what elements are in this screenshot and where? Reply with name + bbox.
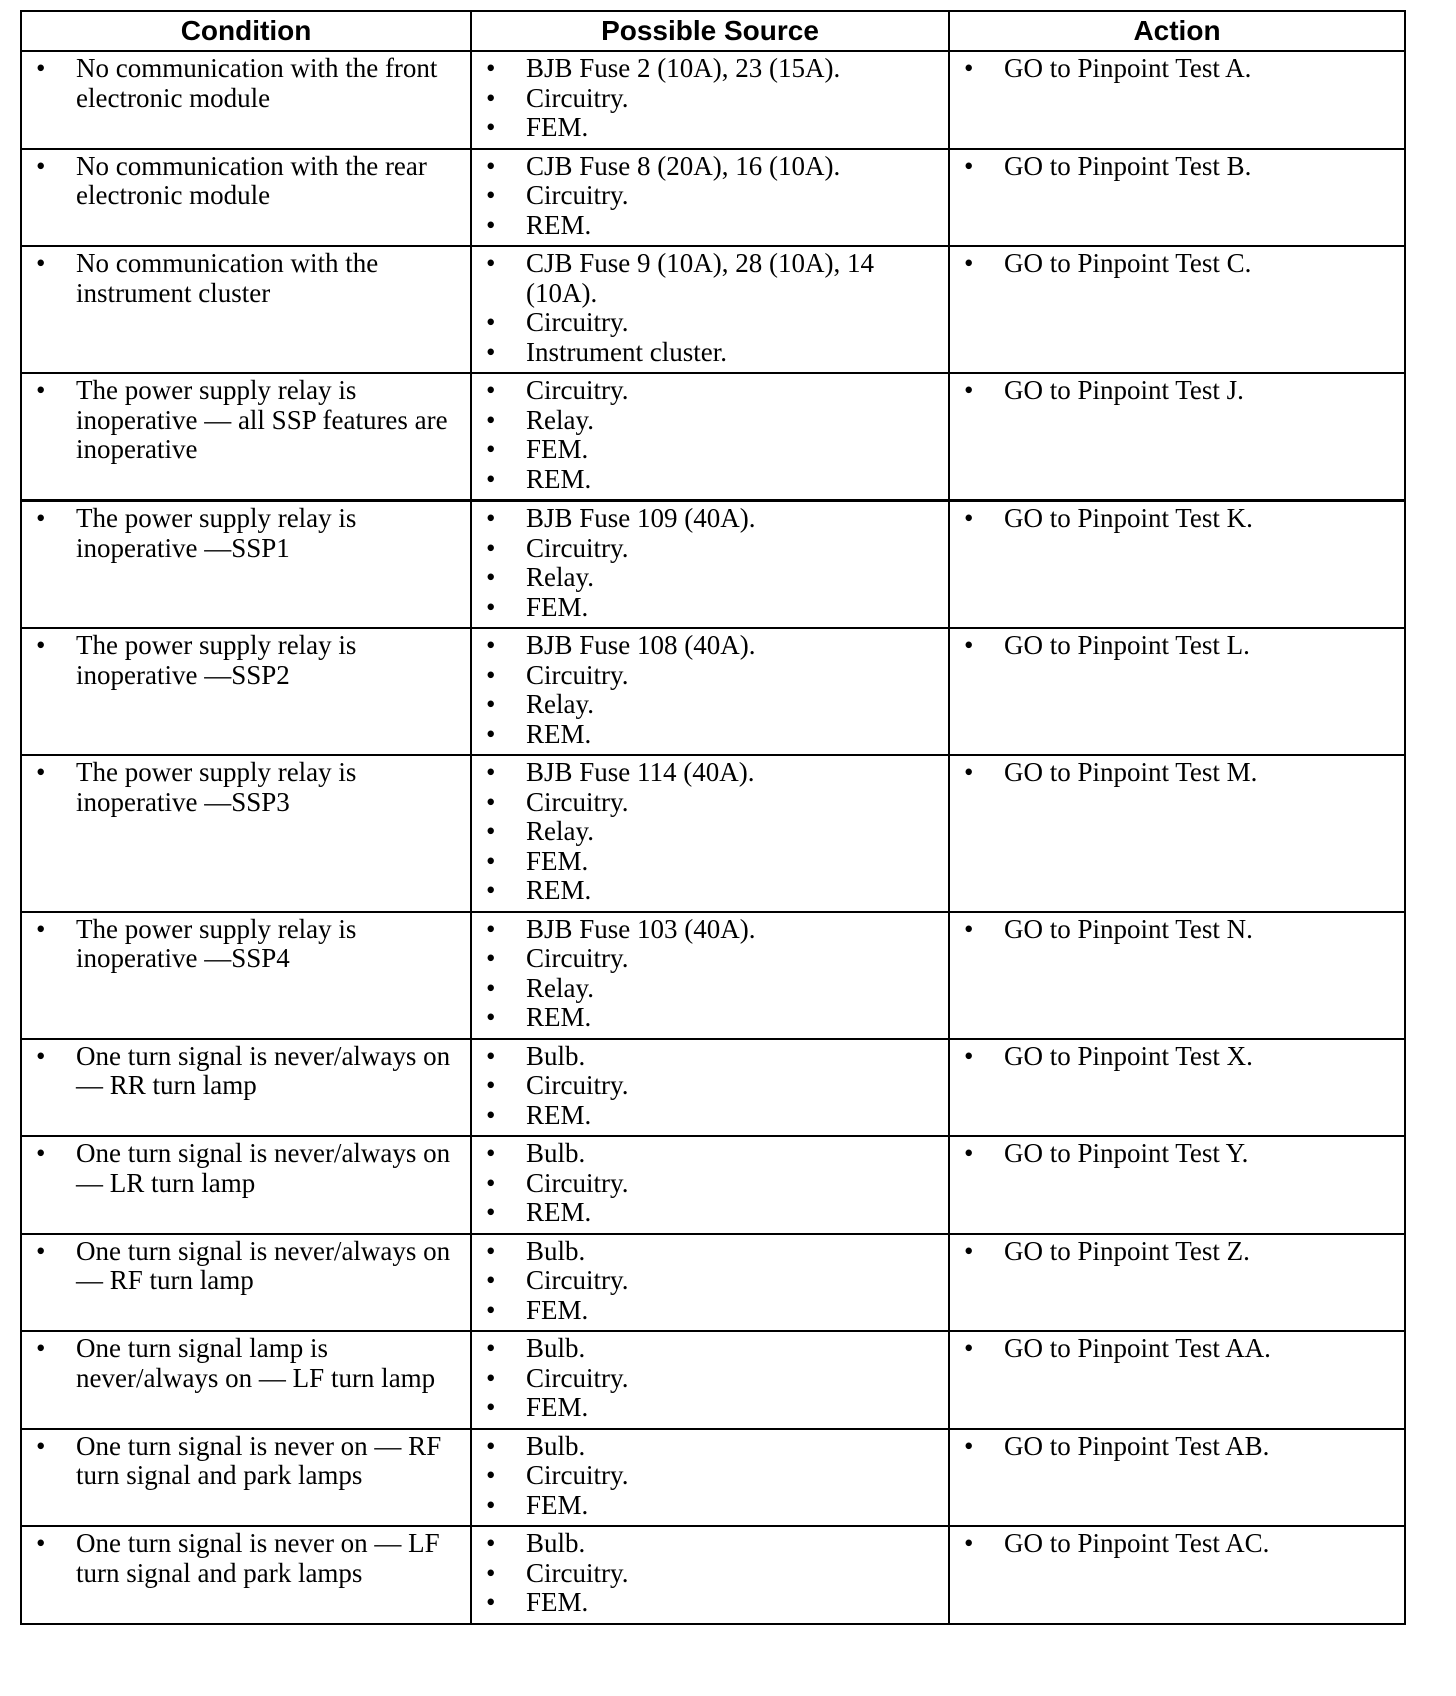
source-item: • REM. bbox=[480, 720, 940, 750]
condition-list bbox=[30, 758, 462, 817]
source-list bbox=[480, 1042, 940, 1131]
table-row bbox=[21, 628, 1405, 755]
condition-text: • No communication with the instrument cluster bbox=[30, 249, 462, 308]
source-list bbox=[480, 54, 940, 143]
possible-source-cell bbox=[471, 1429, 949, 1527]
header-row bbox=[21, 11, 1405, 51]
table-row bbox=[21, 246, 1405, 373]
action-cell bbox=[949, 1234, 1405, 1332]
source-item: • Circuitry. bbox=[480, 1364, 940, 1394]
action-text: • GO to Pinpoint Test A. bbox=[958, 54, 1396, 84]
source-item: • FEM. bbox=[480, 1393, 940, 1423]
source-item: • BJB Fuse 2 (10A), 23 (15A). bbox=[480, 54, 940, 84]
source-item: • CJB Fuse 9 (10A), 28 (10A), 14 (10A). bbox=[480, 249, 940, 308]
action-list bbox=[958, 1529, 1396, 1559]
possible-source-cell bbox=[471, 1234, 949, 1332]
symptom-chart-table bbox=[20, 10, 1406, 1625]
condition-text: • The power supply relay is inoperative —SSP2 bbox=[30, 631, 462, 690]
source-item: • BJB Fuse 114 (40A). bbox=[480, 758, 940, 788]
source-item: • Relay. bbox=[480, 690, 940, 720]
condition-list bbox=[30, 1334, 462, 1393]
condition-text: • One turn signal is never on — RF turn signal and park lamps bbox=[30, 1432, 462, 1491]
possible-source-cell bbox=[471, 755, 949, 912]
condition-text: • One turn signal is never/always on — RF turn lamp bbox=[30, 1237, 462, 1296]
source-item: • Circuitry. bbox=[480, 1266, 940, 1296]
header-condition: Condition bbox=[21, 11, 471, 51]
action-list bbox=[958, 758, 1396, 788]
table-row bbox=[21, 149, 1405, 247]
condition-text: • One turn signal is never on — LF turn signal and park lamps bbox=[30, 1529, 462, 1588]
condition-text: • No communication with the front electronic module bbox=[30, 54, 462, 113]
condition-cell bbox=[21, 1526, 471, 1624]
source-list bbox=[480, 1237, 940, 1326]
condition-cell bbox=[21, 501, 471, 629]
action-list bbox=[958, 1237, 1396, 1267]
source-item: • Bulb. bbox=[480, 1139, 940, 1169]
condition-cell bbox=[21, 628, 471, 755]
source-item: • Circuitry. bbox=[480, 944, 940, 974]
condition-cell bbox=[21, 1429, 471, 1527]
possible-source-cell bbox=[471, 373, 949, 501]
source-list bbox=[480, 631, 940, 749]
condition-list bbox=[30, 504, 462, 563]
source-item: • REM. bbox=[480, 1198, 940, 1228]
table-row bbox=[21, 912, 1405, 1039]
action-text: • GO to Pinpoint Test B. bbox=[958, 152, 1396, 182]
possible-source-cell bbox=[471, 51, 949, 149]
source-item: • Circuitry. bbox=[480, 1071, 940, 1101]
source-list bbox=[480, 249, 940, 367]
condition-text: • One turn signal is never/always on — LR turn lamp bbox=[30, 1139, 462, 1198]
table-row bbox=[21, 755, 1405, 912]
action-list bbox=[958, 915, 1396, 945]
condition-text: • The power supply relay is inoperative —SSP1 bbox=[30, 504, 462, 563]
source-list bbox=[480, 376, 940, 494]
source-item: • Relay. bbox=[480, 974, 940, 1004]
table-row bbox=[21, 1234, 1405, 1332]
action-cell bbox=[949, 1429, 1405, 1527]
action-list bbox=[958, 1139, 1396, 1169]
source-item: • CJB Fuse 8 (20A), 16 (10A). bbox=[480, 152, 940, 182]
action-text: • GO to Pinpoint Test J. bbox=[958, 376, 1396, 406]
source-item: • BJB Fuse 108 (40A). bbox=[480, 631, 940, 661]
action-cell bbox=[949, 1331, 1405, 1429]
action-list bbox=[958, 54, 1396, 84]
condition-cell bbox=[21, 755, 471, 912]
source-item: • FEM. bbox=[480, 593, 940, 623]
action-cell bbox=[949, 149, 1405, 247]
source-item: • Circuitry. bbox=[480, 181, 940, 211]
condition-text: • The power supply relay is inoperative —SSP3 bbox=[30, 758, 462, 817]
condition-text: • No communication with the rear electronic module bbox=[30, 152, 462, 211]
action-cell bbox=[949, 501, 1405, 629]
condition-cell bbox=[21, 51, 471, 149]
action-text: • GO to Pinpoint Test C. bbox=[958, 249, 1396, 279]
source-item: • REM. bbox=[480, 1101, 940, 1131]
source-item: • BJB Fuse 103 (40A). bbox=[480, 915, 940, 945]
possible-source-cell bbox=[471, 149, 949, 247]
condition-list bbox=[30, 54, 462, 113]
condition-cell bbox=[21, 1136, 471, 1234]
table-row bbox=[21, 1039, 1405, 1137]
condition-list bbox=[30, 1237, 462, 1296]
source-item: • FEM. bbox=[480, 1491, 940, 1521]
action-text: • GO to Pinpoint Test AB. bbox=[958, 1432, 1396, 1462]
source-item: • Bulb. bbox=[480, 1432, 940, 1462]
possible-source-cell bbox=[471, 912, 949, 1039]
action-text: • GO to Pinpoint Test AA. bbox=[958, 1334, 1396, 1364]
condition-list bbox=[30, 631, 462, 690]
source-item: • FEM. bbox=[480, 1296, 940, 1326]
source-item: • REM. bbox=[480, 211, 940, 241]
source-item: • Circuitry. bbox=[480, 1169, 940, 1199]
source-item: • Circuitry. bbox=[480, 534, 940, 564]
condition-cell bbox=[21, 1331, 471, 1429]
action-text: • GO to Pinpoint Test N. bbox=[958, 915, 1396, 945]
source-item: • Bulb. bbox=[480, 1334, 940, 1364]
action-cell bbox=[949, 628, 1405, 755]
source-item: • Bulb. bbox=[480, 1529, 940, 1559]
action-text: • GO to Pinpoint Test X. bbox=[958, 1042, 1396, 1072]
condition-list bbox=[30, 376, 462, 465]
action-cell bbox=[949, 1136, 1405, 1234]
source-list bbox=[480, 758, 940, 906]
source-item: • Bulb. bbox=[480, 1042, 940, 1072]
source-list bbox=[480, 152, 940, 241]
action-list bbox=[958, 504, 1396, 534]
source-list bbox=[480, 1529, 940, 1618]
action-list bbox=[958, 1334, 1396, 1364]
source-list bbox=[480, 504, 940, 622]
source-item: • REM. bbox=[480, 1003, 940, 1033]
table-row bbox=[21, 51, 1405, 149]
condition-list bbox=[30, 1139, 462, 1198]
source-list bbox=[480, 915, 940, 1033]
action-list bbox=[958, 376, 1396, 406]
source-item: • Circuitry. bbox=[480, 376, 940, 406]
action-list bbox=[958, 249, 1396, 279]
source-list bbox=[480, 1334, 940, 1423]
header-possible-source: Possible Source bbox=[471, 11, 949, 51]
condition-cell bbox=[21, 246, 471, 373]
action-list bbox=[958, 1432, 1396, 1462]
source-item: • Bulb. bbox=[480, 1237, 940, 1267]
source-item: • FEM. bbox=[480, 847, 940, 877]
source-item: • Relay. bbox=[480, 406, 940, 436]
diagnostic-table-sheet bbox=[20, 10, 1404, 1625]
condition-list bbox=[30, 152, 462, 211]
condition-list bbox=[30, 1432, 462, 1491]
condition-list bbox=[30, 249, 462, 308]
source-item: • Circuitry. bbox=[480, 1461, 940, 1491]
action-cell bbox=[949, 1526, 1405, 1624]
action-list bbox=[958, 1042, 1396, 1072]
header-action: Action bbox=[949, 11, 1405, 51]
source-item: • BJB Fuse 109 (40A). bbox=[480, 504, 940, 534]
action-text: • GO to Pinpoint Test M. bbox=[958, 758, 1396, 788]
condition-list bbox=[30, 915, 462, 974]
source-list bbox=[480, 1432, 940, 1521]
source-list bbox=[480, 1139, 940, 1228]
action-text: • GO to Pinpoint Test AC. bbox=[958, 1529, 1396, 1559]
condition-cell bbox=[21, 373, 471, 501]
possible-source-cell bbox=[471, 1136, 949, 1234]
action-cell bbox=[949, 1039, 1405, 1137]
table-row bbox=[21, 501, 1405, 629]
condition-cell bbox=[21, 1234, 471, 1332]
table-row bbox=[21, 1136, 1405, 1234]
table-body bbox=[21, 51, 1405, 1624]
possible-source-cell bbox=[471, 246, 949, 373]
condition-list bbox=[30, 1042, 462, 1101]
source-item: • Relay. bbox=[480, 817, 940, 847]
source-item: • FEM. bbox=[480, 113, 940, 143]
condition-text: • The power supply relay is inoperative —SSP4 bbox=[30, 915, 462, 974]
source-item: • REM. bbox=[480, 876, 940, 906]
condition-cell bbox=[21, 1039, 471, 1137]
possible-source-cell bbox=[471, 1331, 949, 1429]
action-cell bbox=[949, 51, 1405, 149]
condition-cell bbox=[21, 149, 471, 247]
table-row bbox=[21, 373, 1405, 501]
condition-list bbox=[30, 1529, 462, 1588]
condition-cell bbox=[21, 912, 471, 1039]
condition-text: • One turn signal lamp is never/always on — LF turn lamp bbox=[30, 1334, 462, 1393]
source-item: • Circuitry. bbox=[480, 661, 940, 691]
action-cell bbox=[949, 373, 1405, 501]
action-text: • GO to Pinpoint Test K. bbox=[958, 504, 1396, 534]
source-item: • Relay. bbox=[480, 563, 940, 593]
source-item: • Circuitry. bbox=[480, 1559, 940, 1589]
possible-source-cell bbox=[471, 628, 949, 755]
condition-text: • One turn signal is never/always on — RR turn lamp bbox=[30, 1042, 462, 1101]
action-list bbox=[958, 631, 1396, 661]
possible-source-cell bbox=[471, 1039, 949, 1137]
action-cell bbox=[949, 912, 1405, 1039]
source-item: • FEM. bbox=[480, 435, 940, 465]
table-row bbox=[21, 1429, 1405, 1527]
possible-source-cell bbox=[471, 501, 949, 629]
source-item: • REM. bbox=[480, 465, 940, 495]
table-row bbox=[21, 1331, 1405, 1429]
table-row bbox=[21, 1526, 1405, 1624]
action-text: • GO to Pinpoint Test L. bbox=[958, 631, 1396, 661]
source-item: • Instrument cluster. bbox=[480, 338, 940, 368]
condition-text: • The power supply relay is inoperative — all SSP features are inoperative bbox=[30, 376, 462, 465]
action-cell bbox=[949, 246, 1405, 373]
source-item: • Circuitry. bbox=[480, 84, 940, 114]
action-list bbox=[958, 152, 1396, 182]
action-cell bbox=[949, 755, 1405, 912]
possible-source-cell bbox=[471, 1526, 949, 1624]
action-text: • GO to Pinpoint Test Z. bbox=[958, 1237, 1396, 1267]
action-text: • GO to Pinpoint Test Y. bbox=[958, 1139, 1396, 1169]
source-item: • Circuitry. bbox=[480, 788, 940, 818]
source-item: • FEM. bbox=[480, 1588, 940, 1618]
source-item: • Circuitry. bbox=[480, 308, 940, 338]
